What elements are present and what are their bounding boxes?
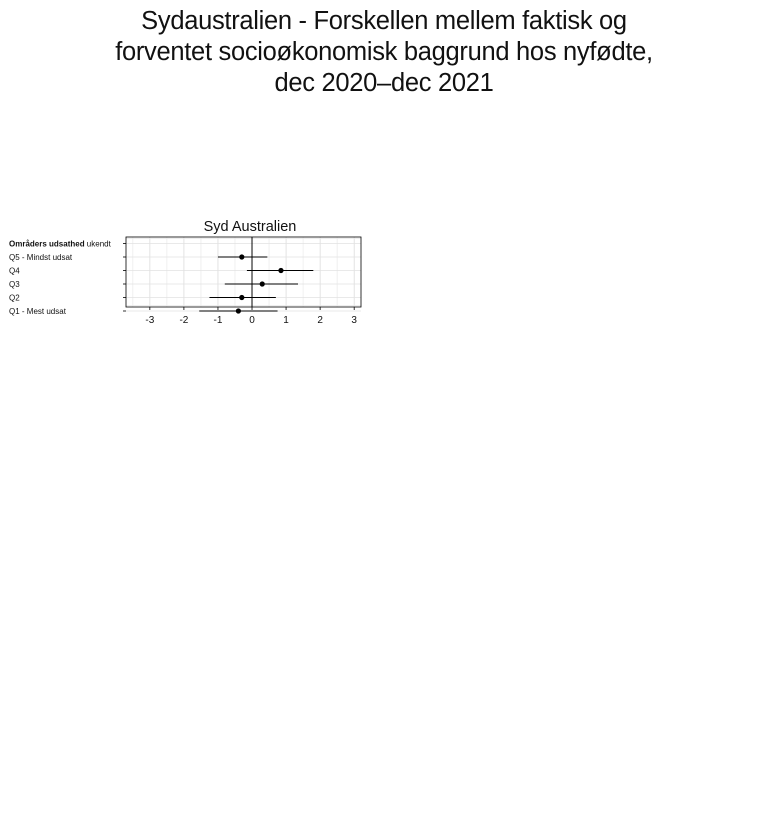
x-tick-label: -1 [213,315,223,326]
category-labels [9,240,126,317]
x-tick-label: 3 [351,315,357,326]
estimate-point [239,295,244,300]
category-label-text: Q3 [9,280,20,289]
x-tick-label: 2 [317,315,323,326]
plot-subtitle: Syd Australien [203,219,297,235]
category-label [9,267,20,276]
category-label-text: Q1 - Mest udsat [9,307,66,316]
category-label-text: Q4 [9,266,20,276]
forest-plot [0,210,380,330]
forest-plot-svg [0,210,380,330]
x-tick-label: -2 [179,315,189,326]
category-label [9,253,73,262]
title-line-3: dec 2020–dec 2021 [274,69,494,97]
title-line-2: forventet socioøkonomisk baggrund hos nyfødte, [115,38,653,66]
main-title [0,6,768,99]
estimate-point [236,308,241,313]
estimate-point [278,268,283,273]
x-axis-ticks [145,307,357,326]
category-label [9,294,20,303]
category-label-text: ukendt [84,239,111,249]
x-tick-label: 1 [283,315,289,326]
category-label [9,307,67,316]
x-tick-label: -3 [145,315,155,326]
estimate-point [239,254,244,259]
category-label-text: Q2 [9,293,20,303]
category-label-bold: Områders udsathed [9,239,85,249]
estimate-point [260,281,265,286]
x-tick-label: 0 [249,315,255,326]
grid-lines [126,237,361,311]
category-label [9,280,20,289]
category-label-text: Q5 - Mindst udsat [9,253,73,262]
category-label [9,240,112,249]
title-line-1: Sydaustralien - Forskellen mellem faktisk og [141,7,627,35]
